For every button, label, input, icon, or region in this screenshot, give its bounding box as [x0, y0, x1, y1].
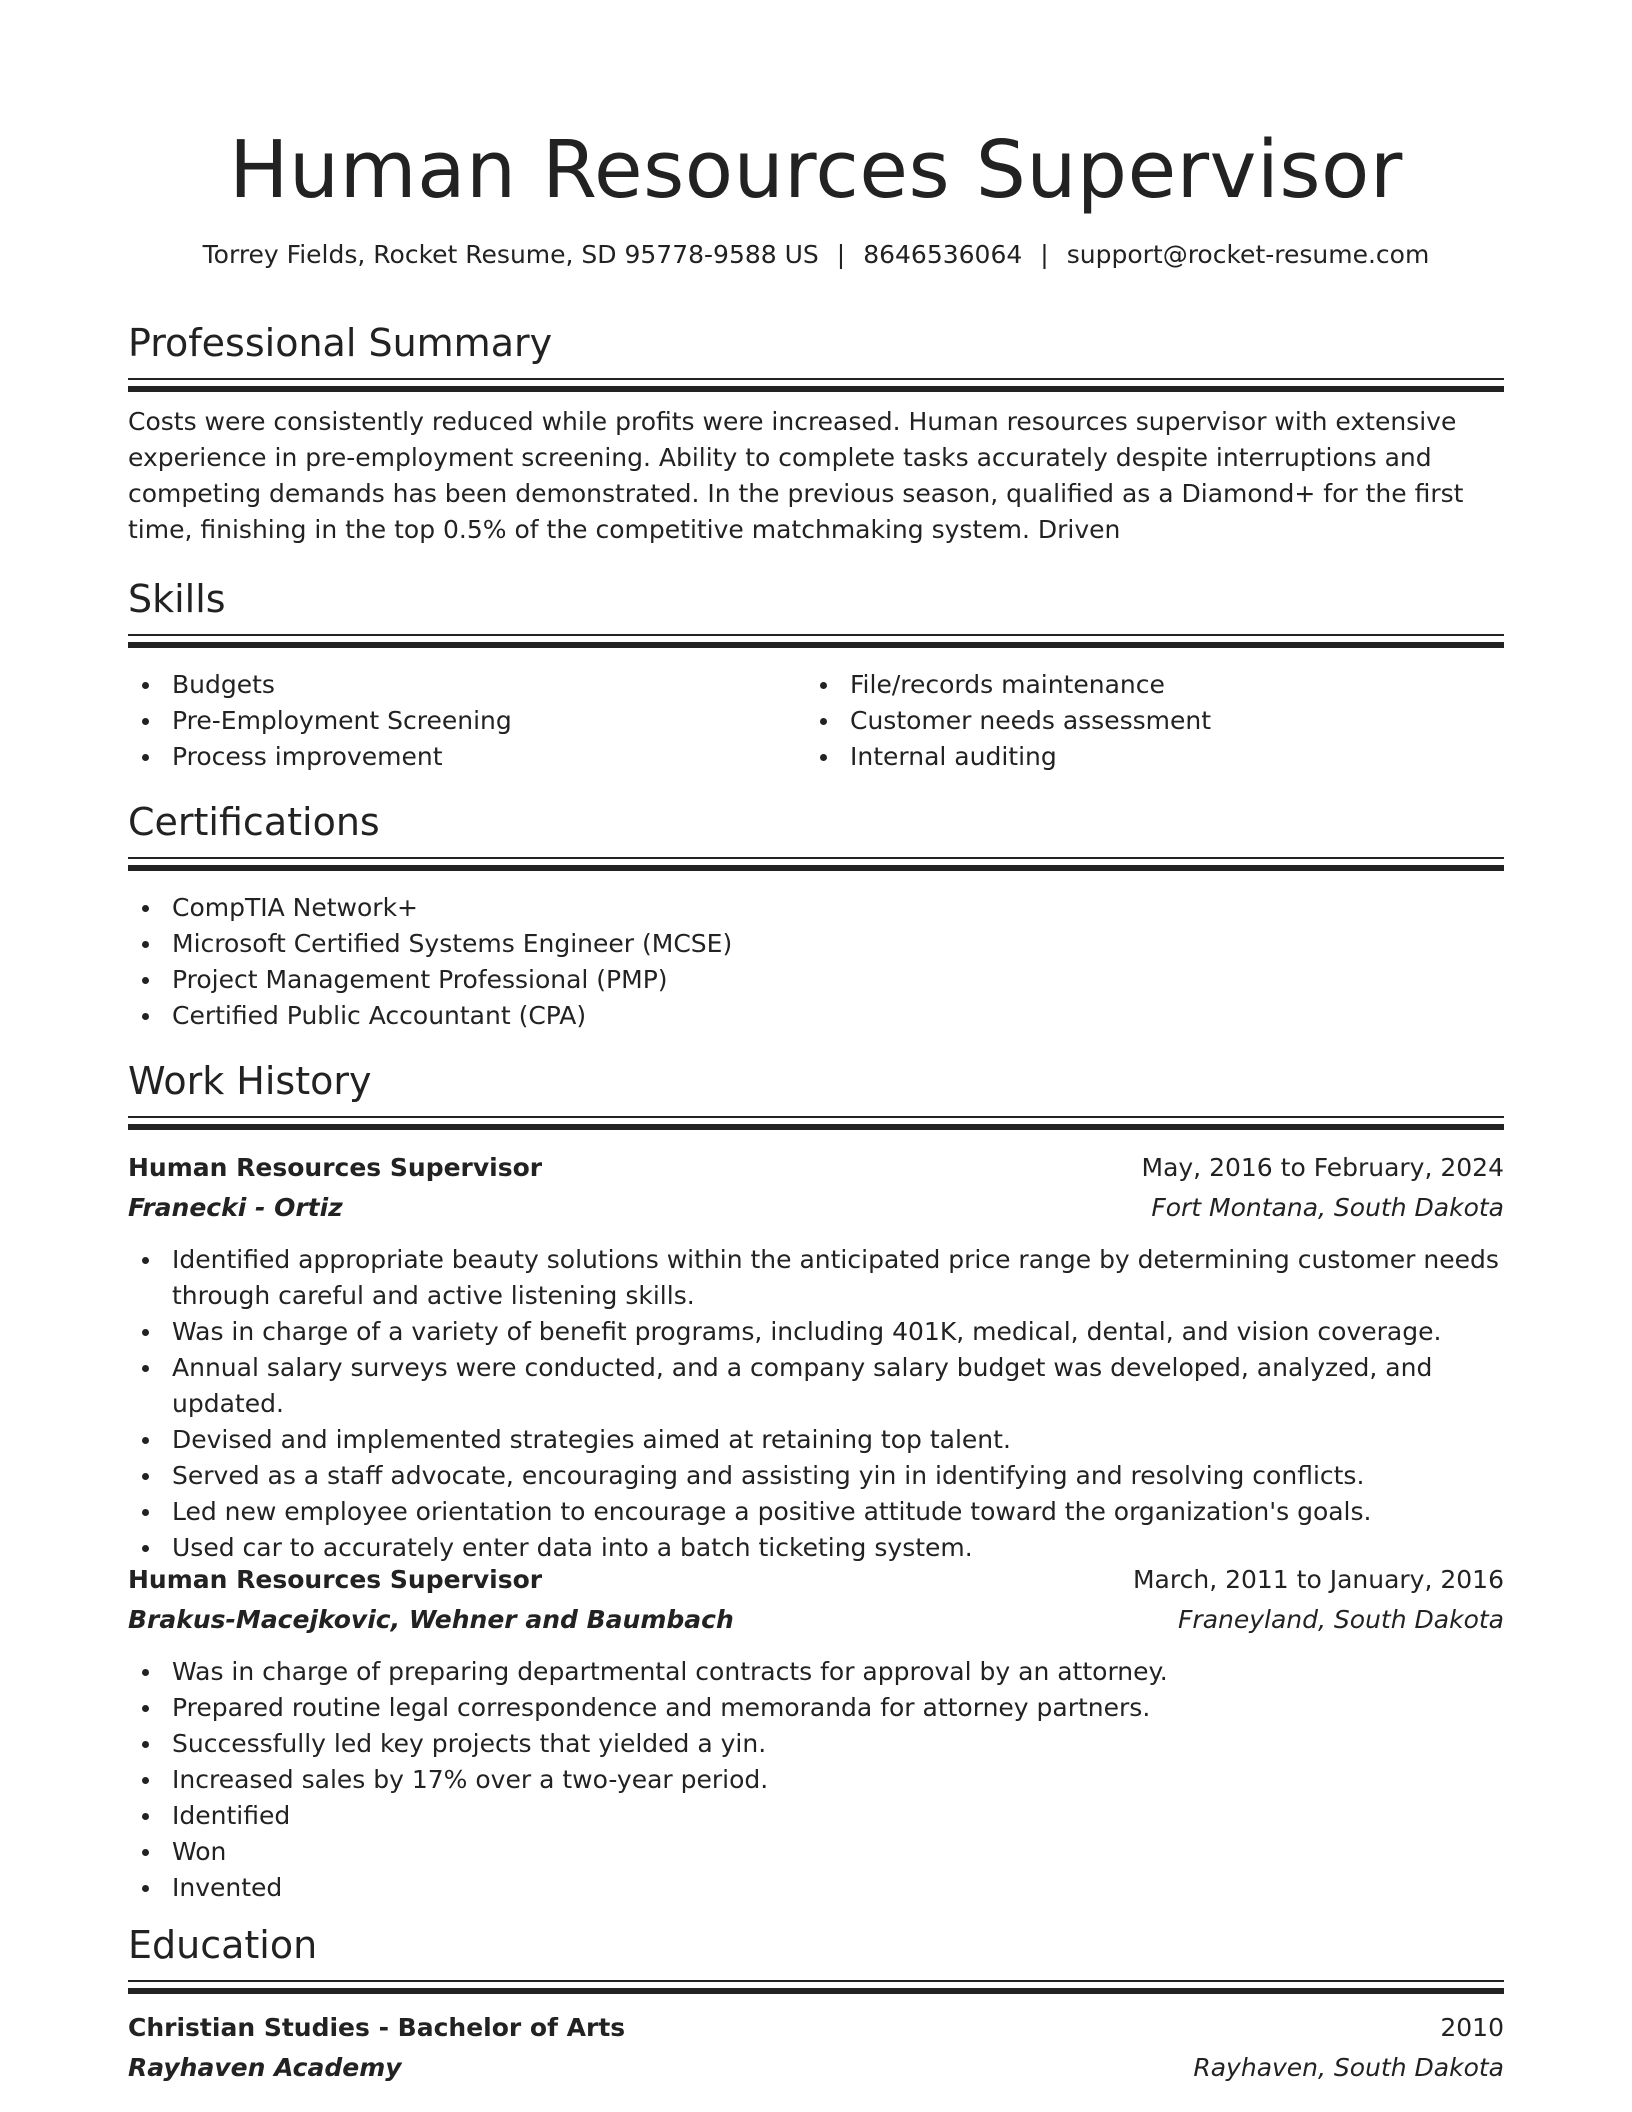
section-divider [128, 378, 1504, 392]
certifications-section-header [128, 797, 1504, 871]
job-company: Franecki - Ortiz [128, 1193, 343, 1222]
certifications-heading: Certifications [128, 800, 380, 844]
skill-item: File/records maintenance [806, 667, 1484, 703]
job-company: Brakus-Macejkovic, Wehner and Baumbach [128, 1605, 734, 1634]
job-title-row [128, 1562, 1504, 1598]
skills-column-right [806, 667, 1484, 775]
summary-heading: Professional Summary [128, 321, 553, 365]
education-heading: Education [128, 1923, 318, 1967]
section-divider [128, 1980, 1504, 1994]
skills-column-left [128, 667, 806, 775]
contact-address: Torrey Fields, Rocket Resume, SD 95778-9588 US [202, 240, 819, 269]
skills-list [128, 667, 1504, 775]
contact-separator: | [836, 240, 846, 269]
skill-item: Budgets [128, 667, 806, 703]
job-bullets [128, 1654, 1504, 1906]
job-bullet: Used car to accurately enter data into a batch ticketing system. [128, 1530, 1504, 1566]
summary-text: Costs were consistently reduced while profits were increased. Human resources supervisor with extensive experience in pre-employment screening. Ability to complete tasks accurately despite interruptions and competing demands has been demonstrated. In the previous season, qualified as a Diamond+ for the first time, finishing in the top 0.5% of the competitive matchmaking system. Driven [128, 407, 1464, 544]
job-bullet: Increased sales by 17% over a two-year period. [128, 1762, 1504, 1798]
summary-section-header [128, 318, 1504, 392]
contact-email: support@rocket-resume.com [1066, 240, 1430, 269]
section-divider [128, 1116, 1504, 1130]
job-bullet: Led new employee orientation to encourage a positive attitude toward the organization's goals. [128, 1494, 1504, 1530]
work-heading: Work History [128, 1059, 372, 1103]
certification-item: Project Management Professional (PMP) [128, 962, 1504, 998]
certification-item: Microsoft Certified Systems Engineer (MCSE) [128, 926, 1504, 962]
job-bullet: Annual salary surveys were conducted, and a company salary budget was developed, analyzed, and updated. [128, 1350, 1504, 1422]
education-school-row [128, 2050, 1504, 2086]
work-section-header [128, 1056, 1504, 1130]
education-year: 2010 [1440, 2013, 1504, 2042]
job-bullet: Won [128, 1834, 1504, 1870]
skill-item: Customer needs assessment [806, 703, 1484, 739]
education-degree-row [128, 2010, 1504, 2046]
skills-section-header [128, 574, 1504, 648]
job-bullet: Was in charge of preparing departmental contracts for approval by an attorney. [128, 1654, 1504, 1690]
section-divider [128, 634, 1504, 648]
skills-heading: Skills [128, 577, 226, 621]
certification-item: Certified Public Accountant (CPA) [128, 998, 1504, 1034]
skill-item: Process improvement [128, 739, 806, 775]
job-bullet: Identified appropriate beauty solutions within the anticipated price range by determining customer needs through careful and active listening skills. [128, 1242, 1504, 1314]
section-divider [128, 857, 1504, 871]
job-title: Human Resources Supervisor [128, 1153, 543, 1182]
job-bullet: Invented [128, 1870, 1504, 1906]
job-dates: March, 2011 to January, 2016 [1132, 1565, 1504, 1594]
job-bullet: Prepared routine legal correspondence and memoranda for attorney partners. [128, 1690, 1504, 1726]
education-degree: Christian Studies - Bachelor of Arts [128, 2013, 626, 2042]
job-bullet: Identified [128, 1798, 1504, 1834]
job-title-row [128, 1150, 1504, 1186]
contact-separator: | [1040, 240, 1049, 269]
certifications-list [128, 890, 1504, 1034]
job-bullet: Devised and implemented strategies aimed at retaining top talent. [128, 1422, 1504, 1458]
job-title: Human Resources Supervisor [128, 1565, 543, 1594]
job-company-row [128, 1602, 1504, 1638]
job-location: Franeyland, South Dakota [1178, 1605, 1504, 1634]
job-location: Fort Montana, South Dakota [1151, 1193, 1504, 1222]
certification-item: CompTIA Network+ [128, 890, 1504, 926]
skill-item: Pre-Employment Screening [128, 703, 806, 739]
contact-phone: 8646536064 [863, 240, 1023, 269]
job-dates: May, 2016 to February, 2024 [1141, 1153, 1504, 1182]
education-location: Rayhaven, South Dakota [1193, 2053, 1504, 2082]
resume-title: Human Resources Supervisor [229, 124, 1403, 216]
education-section-header [128, 1920, 1504, 1994]
job-bullet: Served as a staff advocate, encouraging and assisting yin in identifying and resolving conflicts. [128, 1458, 1504, 1494]
job-company-row [128, 1190, 1504, 1226]
contact-line [128, 238, 1504, 272]
job-bullet: Was in charge of a variety of benefit programs, including 401K, medical, dental, and vision coverage. [128, 1314, 1504, 1350]
job-bullet: Successfully led key projects that yielded a yin. [128, 1726, 1504, 1762]
job-bullets [128, 1242, 1504, 1566]
skill-item: Internal auditing [806, 739, 1484, 775]
education-school: Rayhaven Academy [128, 2053, 402, 2082]
